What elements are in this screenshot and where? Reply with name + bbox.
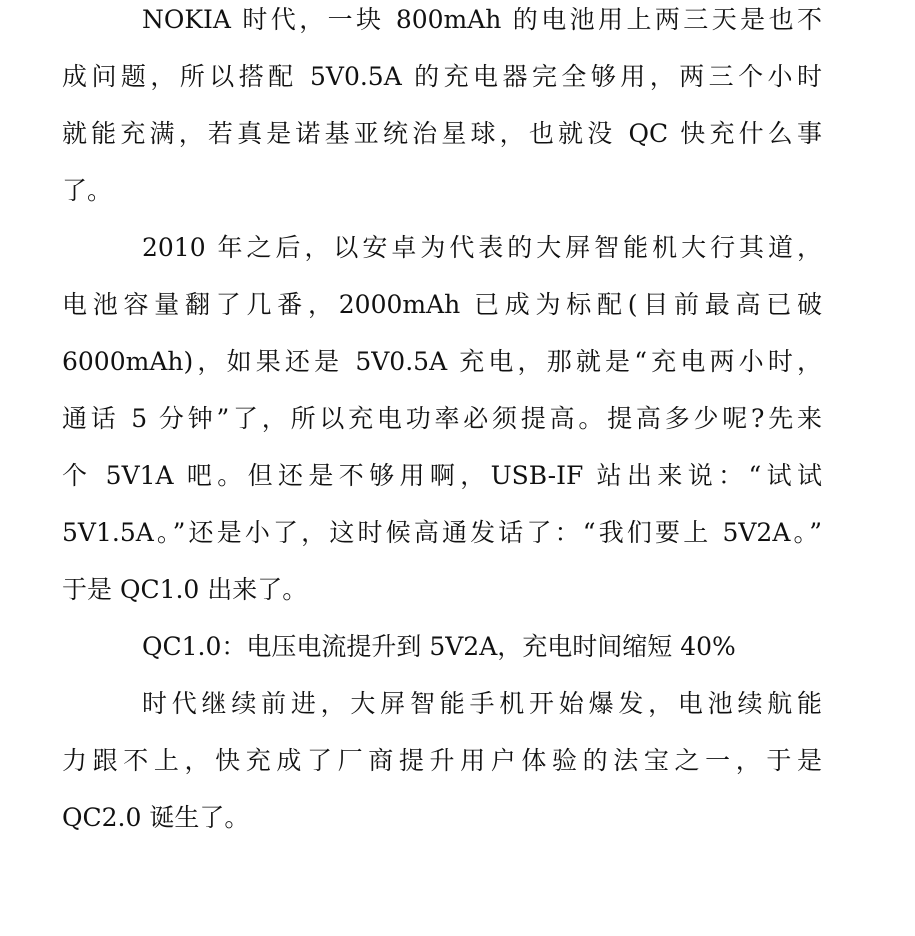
text-line: 个 5V1A 吧。但还是不够用啊，USB-IF 站出来说：“试试 bbox=[62, 461, 822, 490]
text-line: 2010 年之后，以安卓为代表的大屏智能机大行其道， bbox=[142, 233, 822, 262]
text-line: 于是 QC1.0 出来了。 bbox=[62, 575, 308, 604]
text-line: QC2.0 诞生了。 bbox=[62, 803, 250, 832]
text-line: 通话 5 分钟”了，所以充电功率必须提高。提高多少呢?先来 bbox=[62, 404, 822, 433]
text-line: 成问题，所以搭配 5V0.5A 的充电器完全够用，两三个小时 bbox=[62, 62, 822, 91]
text-line: 力跟不上，快充成了厂商提升用户体验的法宝之一，于是 bbox=[62, 746, 822, 775]
text-line: 电池容量翻了几番，2000mAh 已成为标配(目前最高已破 bbox=[62, 290, 822, 319]
text-line: 就能充满，若真是诺基亚统治星球，也就没 QC 快充什么事 bbox=[62, 119, 822, 148]
text-line: 6000mAh)，如果还是 5V0.5A 充电，那就是“充电两小时， bbox=[62, 347, 822, 376]
text-line: 时代继续前进，大屏智能手机开始爆发，电池续航能 bbox=[142, 689, 822, 718]
text-line: 5V1.5A。”还是小了，这时候高通发话了：“我们要上 5V2A。” bbox=[62, 518, 822, 547]
text-line: NOKIA 时代，一块 800mAh 的电池用上两三天是也不 bbox=[142, 5, 822, 34]
text-line: 了。 bbox=[62, 176, 113, 205]
text-line: QC1.0：电压电流提升到 5V2A，充电时间缩短 40% bbox=[142, 632, 736, 661]
